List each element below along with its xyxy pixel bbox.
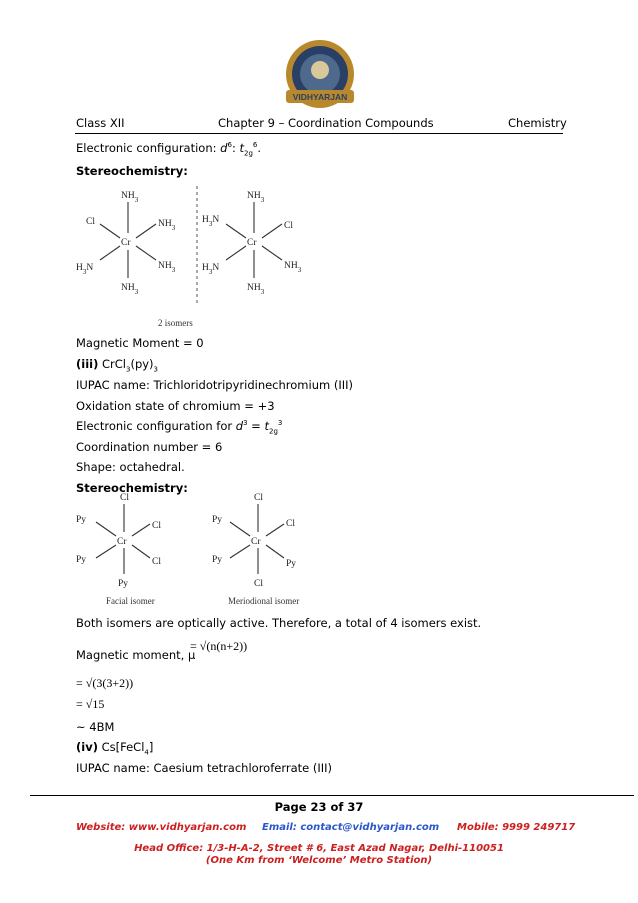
ligand-label: $H_3N$: [76, 263, 94, 276]
ligand-label: $NH_3$: [158, 261, 176, 274]
ligand-label: $H_3N$: [202, 263, 220, 276]
iii-heading: (iii) $CrCl_3(py)_3$: [76, 357, 159, 374]
ligand-label: $NH_3$: [121, 283, 139, 296]
ligand-label: Py: [212, 555, 223, 565]
footer-rule: [30, 795, 634, 796]
ligand-label: $H_3N$: [202, 215, 220, 228]
ligand-label: Cl: [254, 493, 263, 503]
footer-office: Head Office: 1/3-H-A-2, Street # 6, East Azad Nagar, Delhi-110051: [134, 843, 504, 854]
iupac-name-iv: IUPAC name: Caesium tetrachloroferrate (III): [76, 761, 333, 775]
ligand-label: $NH_3$: [247, 191, 265, 204]
figure1-caption: 2 isomers: [158, 318, 193, 328]
header-rule: [75, 133, 563, 134]
header-chapter: Chapter 9 – Coordination Compounds: [218, 116, 434, 130]
stereochemistry-heading-2: Stereochemistry:: [76, 481, 188, 495]
ligand-label: Py: [212, 515, 223, 525]
oxidation-state: Oxidation state of chromium = +3: [76, 399, 275, 413]
stereochemistry-heading-1: Stereochemistry:: [76, 164, 188, 178]
footer-email[interactable]: Email: contact@vidhyarjan.com: [262, 822, 440, 833]
ligand-label: Cl: [152, 557, 161, 567]
ligand-label: $NH_3$: [158, 219, 176, 232]
ligand-label: Cl: [254, 579, 263, 589]
figure-cis-trans-isomers: [74, 186, 334, 328]
iupac-name-iii: IUPAC name: Trichloridotripyridinechromium (III): [76, 378, 353, 392]
octahedron-right: [202, 191, 302, 296]
footer-office-sub: (One Km from ‘Welcome’ Metro Station): [205, 855, 433, 866]
metal-center-label: Cr: [121, 238, 131, 248]
ligand-label: Cl: [286, 519, 295, 529]
magnetic-moment-step1: = √(3(3+2)): [76, 676, 134, 690]
ligand-label: $NH_3$: [121, 191, 139, 204]
ligand-label: $NH_3$: [247, 283, 265, 296]
magnetic-moment-step2: = √15: [76, 697, 105, 711]
facial-caption: Facial isomer: [106, 596, 155, 606]
header-subject: Chemistry: [508, 116, 567, 130]
figure-fac-mer-isomers: [72, 490, 322, 606]
ligand-label: $NH_3$: [284, 261, 302, 274]
econfig-line: Electronic configuration: $d^6$: $t_{2g}^6$.: [76, 141, 262, 158]
econfig-d3-line: Electronic configuration for $d^3 = t_{2g}^3$: [76, 419, 283, 436]
magnetic-moment-label: Magnetic moment, μ: [76, 648, 196, 662]
header-class: Class XII: [76, 116, 125, 130]
octahedron-left: [76, 191, 176, 296]
metal-center-label: Cr: [247, 238, 257, 248]
octahedron-meridional: [212, 493, 296, 589]
magnetic-moment-formula: = √(n(n+2)): [190, 639, 248, 653]
metal-center-label: Cr: [251, 537, 261, 547]
footer-mobile: Mobile: 9999 249717: [457, 822, 576, 833]
footer-website[interactable]: Website: www.vidhyarjan.com: [76, 822, 247, 833]
meridional-caption: Meriodional isomer: [228, 596, 300, 606]
page-number: Page 23 of 37: [274, 800, 364, 814]
ligand-label: Py: [76, 555, 87, 565]
ligand-label: Cl: [120, 493, 129, 503]
ligand-label: Cl: [284, 221, 293, 231]
metal-center-label: Cr: [117, 537, 127, 547]
ligand-label: Cl: [86, 217, 95, 227]
ligand-label: Cl: [152, 521, 161, 531]
vidhyarjan-logo: [276, 34, 364, 122]
ligand-label: Py: [118, 579, 129, 589]
logo-text: VIDHYARJAN: [292, 92, 348, 102]
ligand-label: Py: [286, 559, 297, 569]
coordination-number: Coordination number = 6: [76, 440, 223, 454]
optical-activity-note: Both isomers are optically active. Therefore, a total of 4 isomers exist.: [76, 616, 482, 630]
iv-heading: (iv) Cs[FeCl$_4$]: [76, 740, 154, 757]
magnetic-moment-zero: Magnetic Moment = 0: [76, 336, 204, 350]
approx-value: ~ 4BM: [76, 720, 115, 734]
shape: Shape: octahedral.: [76, 460, 185, 474]
octahedron-facial: [76, 493, 161, 589]
ligand-label: Py: [76, 515, 87, 525]
